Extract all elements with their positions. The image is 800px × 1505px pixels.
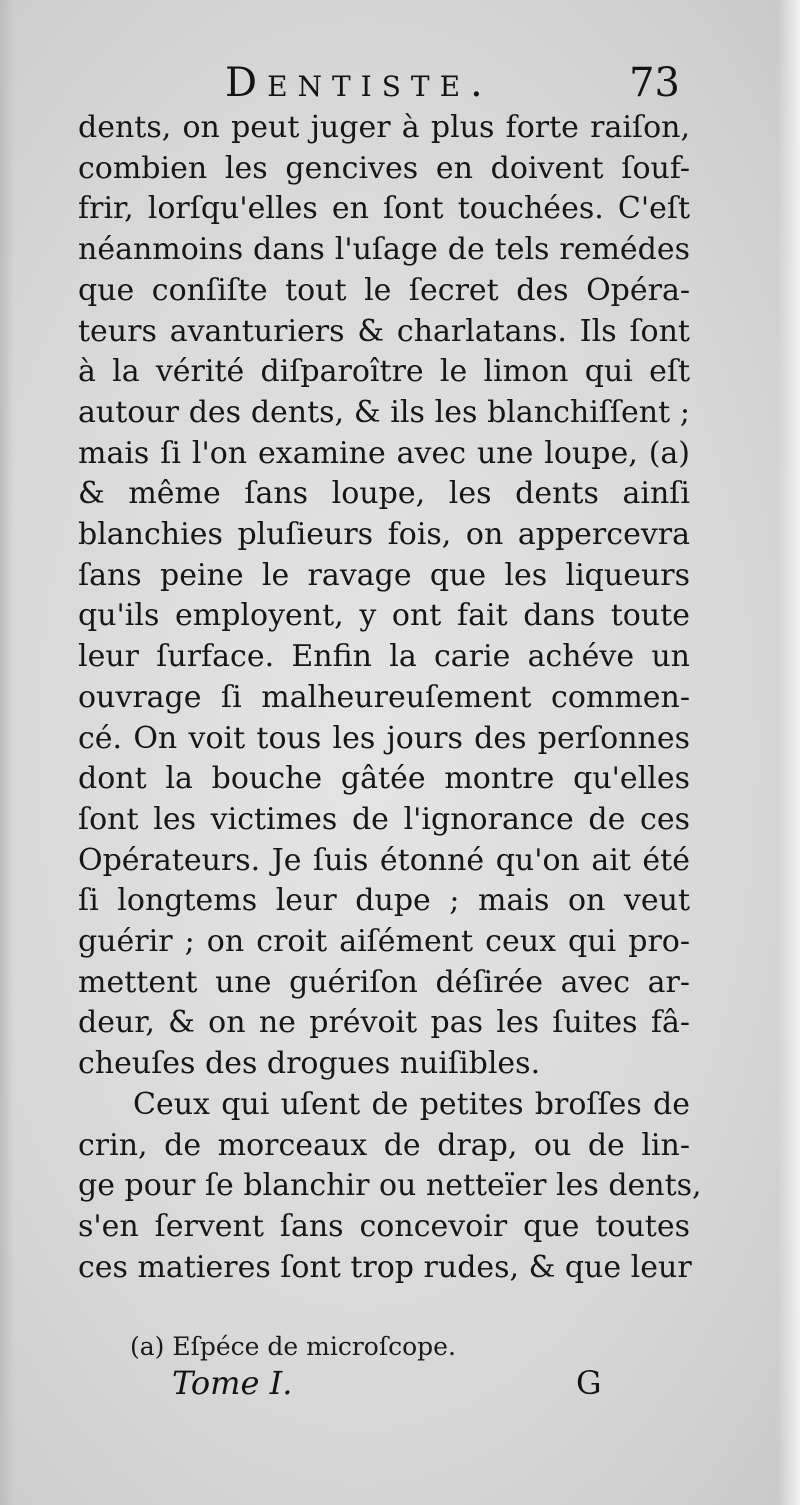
page-number: 73	[629, 60, 680, 106]
signature-mark: G	[576, 1364, 602, 1402]
text-line: frir, lorſqu'elles en ſont touchées. C'eſt	[78, 191, 690, 227]
text-line: qu'ils employent, y ont fait dans toute	[78, 598, 690, 634]
text-line: mais ſi l'on examine avec une loupe, (a)	[78, 435, 690, 471]
text-line: crin, de morceaux de drap, ou de lin-	[78, 1127, 690, 1163]
text-line: autour des dents, & ils les blanchiſſent ;	[78, 394, 690, 430]
text-line: ces matieres ſont trop rudes, & que leur	[78, 1249, 692, 1285]
text-line: dont la bouche gâtée montre qu'elles	[78, 761, 690, 797]
text-line: ſans peine le ravage que les liqueurs	[78, 557, 690, 593]
text-line: ſont les victimes de l'ignorance de ces	[78, 801, 690, 837]
text-line: teurs avanturiers & charlatans. Ils ſont	[78, 313, 690, 349]
body-text	[78, 108, 702, 1288]
text-line: Ceux qui uſent de petites broſſes de	[133, 1086, 690, 1122]
text-line: à la vérité diſparoître le limon qui eſt	[78, 354, 690, 390]
text-line: ſi longtems leur dupe ; mais on veut	[78, 883, 690, 919]
text-line: combien les gencives en doivent ſouf-	[78, 150, 690, 186]
text-line: cé. On voit tous les jours des perſonnes	[78, 720, 690, 756]
running-head-title: Dentiste.	[225, 60, 493, 106]
page-right-edge	[778, 0, 800, 1505]
text-line: & même ſans loupe, les dents ainſi	[78, 476, 690, 512]
text-line: mettent une guériſon déſirée avec ar-	[78, 964, 690, 1000]
text-line: ouvrage ſi malheureuſement commen-	[78, 679, 690, 715]
text-line: blanchies pluſieurs fois, on appercevra	[78, 517, 690, 553]
text-line: guérir ; on croit aiſément ceux qui pro-	[78, 924, 690, 960]
page-left-shadow	[0, 0, 14, 1505]
volume-label: Tome I.	[172, 1364, 293, 1402]
text-line: Opérateurs. Je ſuis étonné qu'on ait été	[78, 842, 690, 878]
footnote: (a) Eſpéce de microſcope.	[130, 1332, 456, 1361]
text-line: cheuſes des drogues nuiſibles.	[78, 1046, 541, 1082]
text-line: s'en ſervent ſans concevoir que toutes	[78, 1208, 690, 1244]
text-line: leur ſurface. Enfin la carie achéve un	[78, 639, 690, 675]
text-line: dents, on peut juger à plus forte raiſon,	[78, 110, 690, 145]
text-line: néanmoins dans l'uſage de tels remédes	[78, 232, 690, 268]
text-line: deur, & on ne prévoit pas les ſuites fâ-	[78, 1005, 690, 1041]
text-line: que conſiſte tout le ſecret des Opéra-	[78, 272, 690, 308]
text-line: ge pour ſe blanchir ou netteïer les dents,	[78, 1168, 702, 1204]
